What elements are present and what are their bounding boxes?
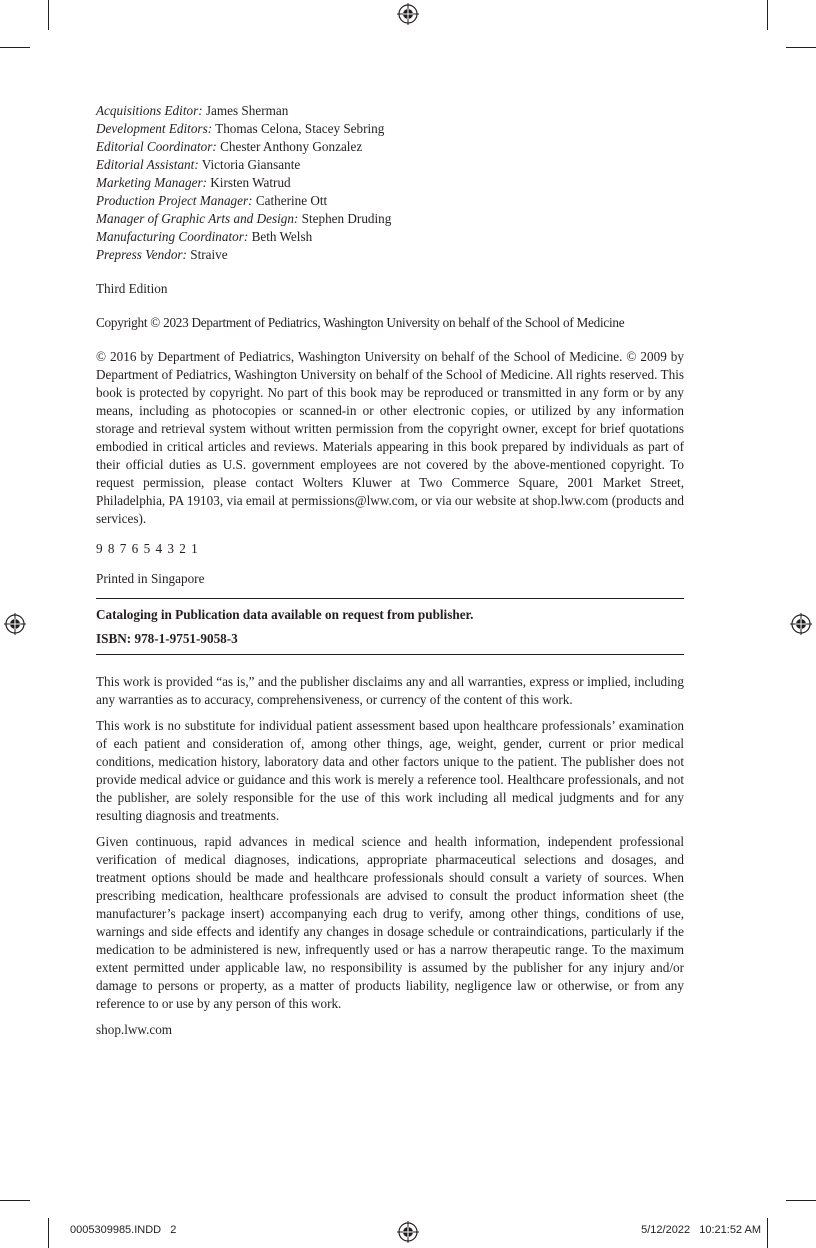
crop-mark-right-top [786, 47, 816, 48]
registration-mark-icon [397, 1221, 419, 1243]
slug-file-name: 0005309985.INDD 2 [70, 1224, 177, 1236]
credit-line: Manufacturing Coordinator: Beth Welsh [96, 229, 313, 244]
printing-line: 9 8 7 6 5 4 3 2 1 [96, 541, 199, 556]
credit-line: Production Project Manager: Catherine Ott [96, 193, 328, 208]
printed-in: Printed in Singapore [96, 571, 205, 586]
isbn: ISBN: 978-1-9751-9058-3 [96, 631, 238, 646]
copyright-line: Copyright © 2023 Department of Pediatrics, Washington University on behalf of the School of Medicine [96, 315, 625, 330]
disclaimer-paragraph: This work is provided “as is,” and the publisher disclaims any and all warranties, express or implied, including any warranties as to accuracy, comprehensiveness, or currency of the content of this work. [96, 674, 684, 707]
credit-line: Acquisitions Editor: James Sherman [96, 103, 289, 118]
crop-mark-left-top [0, 47, 30, 48]
disclaimer-paragraph: This work is no substitute for individual patient assessment based upon healthcare professionals’ examination of each patient and consideration of, among other things, age, weight, gender, current or prior medical conditions, medication history, laboratory data and other factors unique to the patient. The publisher does not provide medical advice or guidance and this work is merely a reference tool. Healthcare professionals, and not the publisher, are solely responsible for the use of this work including all medical judgments and for any resulting diagnosis and treatments. [96, 718, 684, 823]
website-link[interactable]: shop.lww.com [96, 1022, 173, 1037]
registration-mark-icon [790, 613, 812, 635]
credit-line: Editorial Assistant: Victoria Giansante [96, 157, 301, 172]
divider [96, 598, 684, 599]
crop-mark-left-bottom [0, 1200, 30, 1201]
credit-line: Development Editors: Thomas Celona, Stacey Sebring [96, 121, 385, 136]
rights-paragraph: © 2016 by Department of Pediatrics, Washington University on behalf of the School of Medicine. © 2009 by Department of Pediatrics, Washington University on behalf of the School of Medicine. All rights reserved. This book is protected by copyright. No part of this book may be reproduced or transmitted in any form or by any means, including as photocopies or scanned-in or other electronic copies, or utilized by any information storage and retrieval system without written permission from the copyright owner, except for brief quotations embodied in critical articles and reviews. Materials appearing in this book prepared by individuals as part of their official duties as U.S. government employees are not covered by the above-mentioned copyright. To request permission, please contact Wolters Kluwer at Two Commerce Square, 2001 Market Street, Philadelphia, PA 19103, via email at permissions@lww.com, or via our website at shop.lww.com (products and services). [96, 349, 684, 526]
copyright-page [96, 102, 684, 1039]
disclaimer-paragraph: Given continuous, rapid advances in medical science and health information, independent professional verification of medical diagnoses, indications, appropriate pharmaceutical selections and dosages, and treatment options should be made and healthcare professionals should consult a variety of sources. When prescribing medication, healthcare professionals are advised to consult the product information sheet (the manufacturer’s package insert) accompanying each drug to verify, among other things, conditions of use, warnings and side effects and identify any changes in dosage schedule or contraindications, particularly if the medication to be administered is new, infrequently used or has a narrow therapeutic range. To the maximum extent permitted under applicable law, no responsibility is assumed by the publisher for any injury and/or damage to persons or property, as a matter of products liability, negligence law or otherwise, or from any reference to or use by any person of this work. [96, 834, 684, 1011]
divider [96, 654, 684, 655]
crop-mark-top-left [48, 0, 49, 30]
credit-line: Prepress Vendor: Straive [96, 247, 228, 262]
credit-line: Editorial Coordinator: Chester Anthony Gonzalez [96, 139, 363, 154]
slug-timestamp: 5/12/2022 10:21:52 AM [641, 1224, 761, 1236]
cip-notice: Cataloging in Publication data available on request from publisher. [96, 607, 474, 622]
crop-mark-bottom-right [767, 1218, 768, 1248]
edition: Third Edition [96, 281, 168, 296]
crop-mark-right-bottom [786, 1200, 816, 1201]
crop-mark-bottom-left [48, 1218, 49, 1248]
registration-mark-icon [4, 613, 26, 635]
credit-line: Marketing Manager: Kirsten Watrud [96, 175, 291, 190]
registration-mark-icon [397, 3, 419, 25]
credits-list [96, 102, 684, 264]
crop-mark-top-right [767, 0, 768, 30]
credit-line: Manager of Graphic Arts and Design: Stephen Druding [96, 211, 392, 226]
